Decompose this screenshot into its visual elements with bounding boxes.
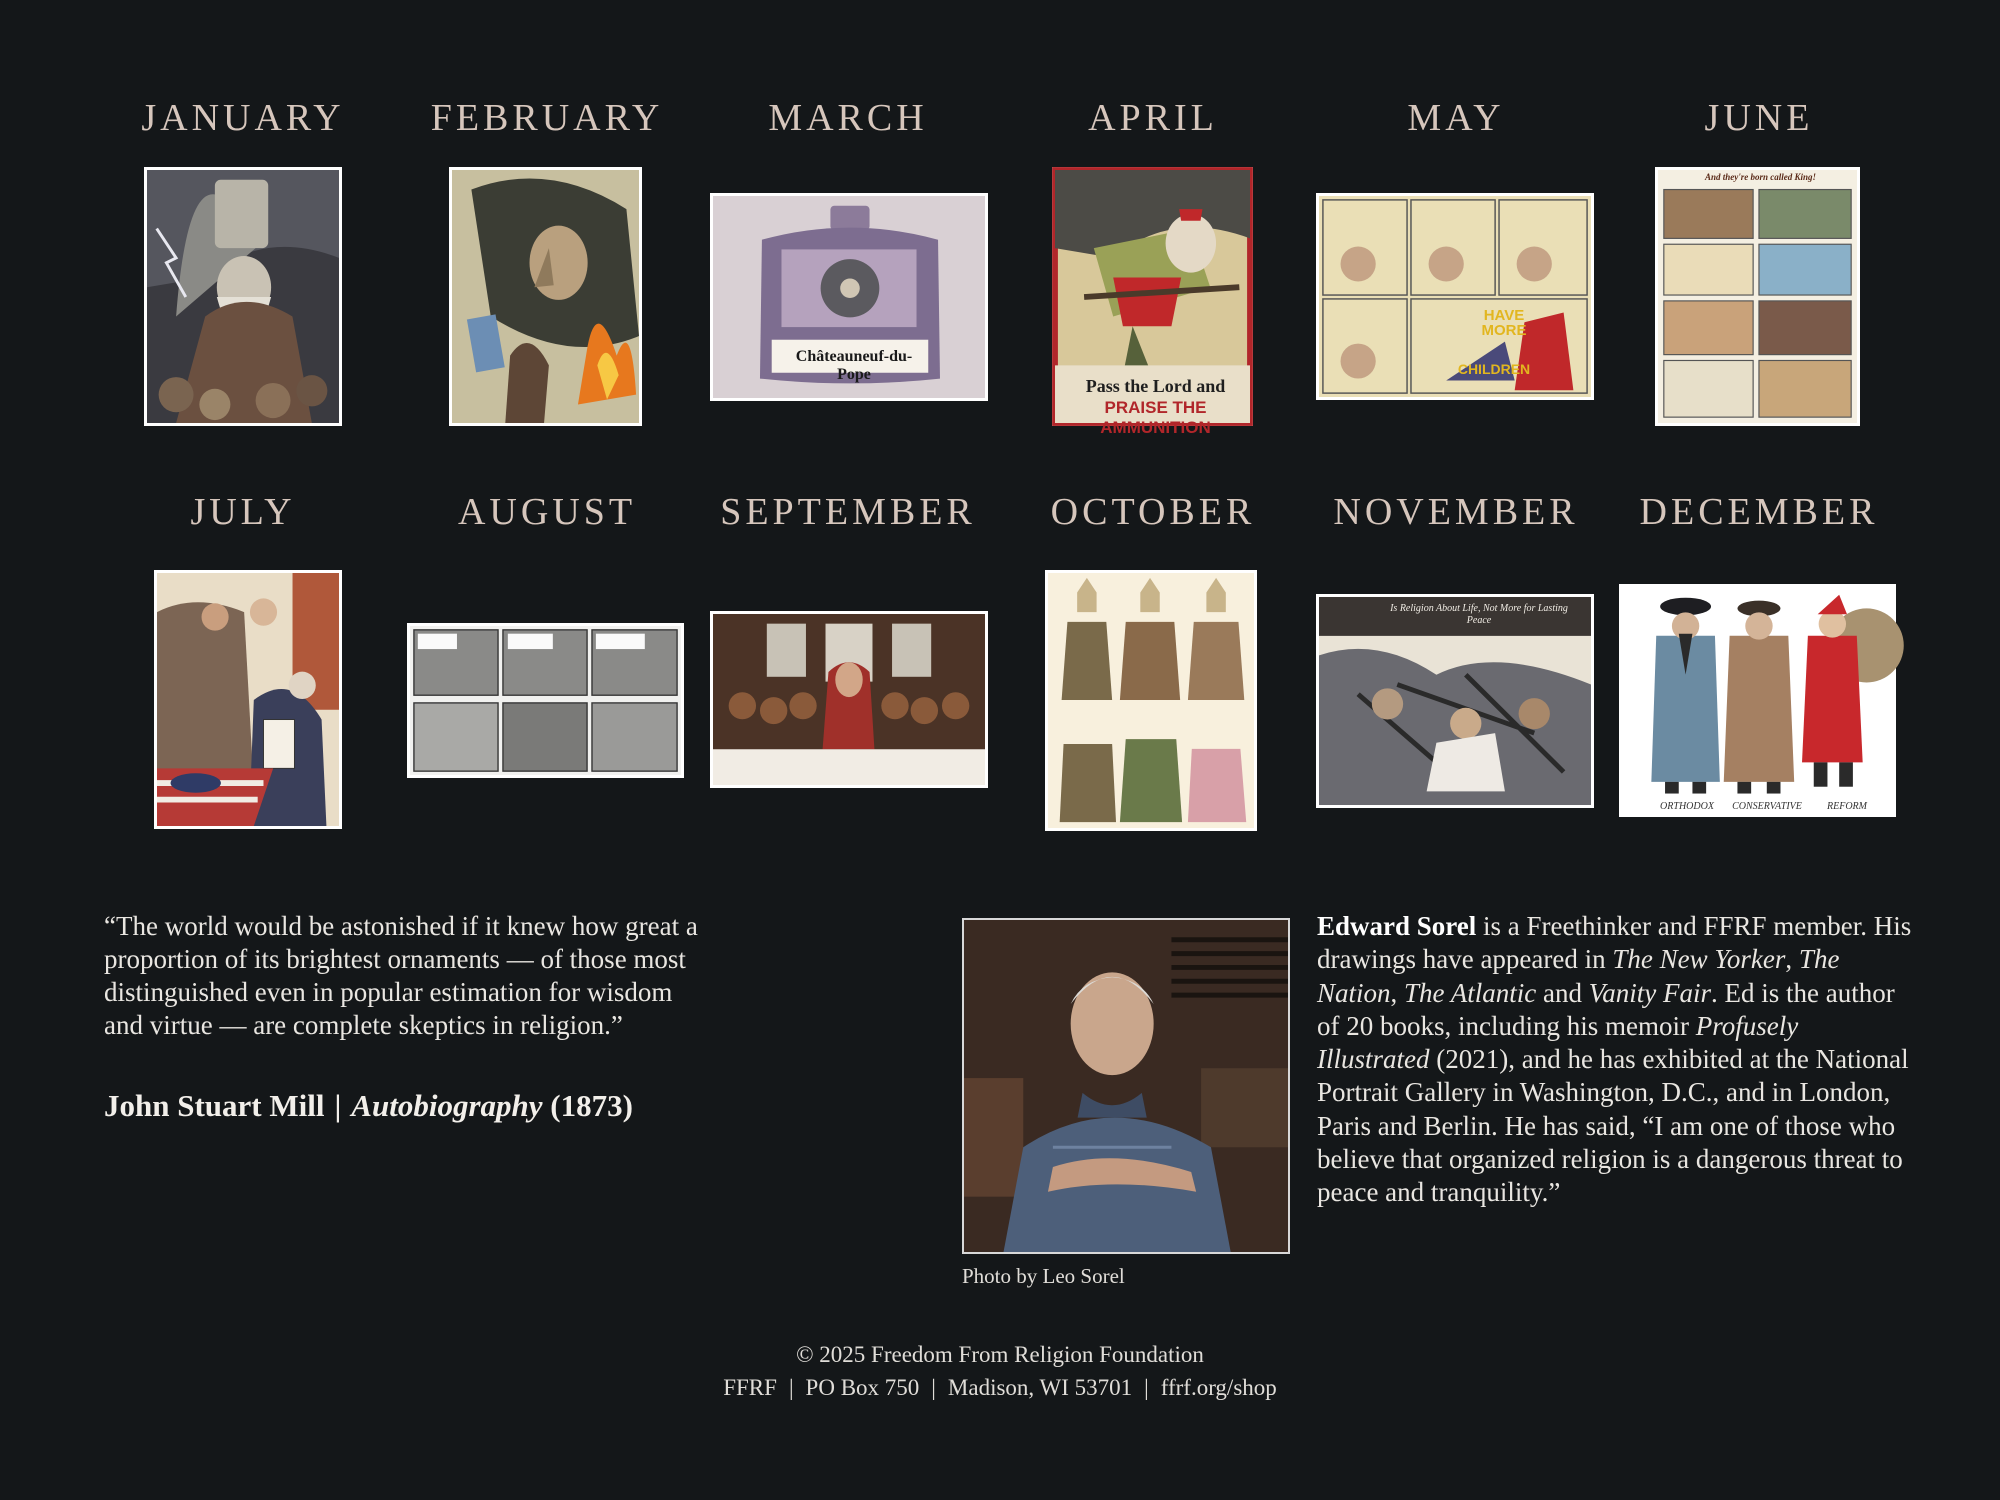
footer-separator: | (1144, 1375, 1149, 1400)
bio-text-2: , (1785, 944, 1799, 975)
comic-grid-cartoon-image (410, 626, 681, 775)
cartoon-thumbnail-october[interactable] (1045, 570, 1257, 831)
cartoon-thumbnail-august[interactable] (407, 623, 684, 778)
three-rabbis-cartoon-image (1622, 587, 1893, 814)
april-caption-line-1: Pass the Lord and (1085, 376, 1226, 396)
book-burning-cartoon-image (452, 170, 639, 423)
bio-text-1: is a Freethinker and FFRF member. His drawings have appeared in (1317, 911, 1912, 975)
month-label-may: MAY (1407, 97, 1505, 139)
bio-publication-new-yorker: The New Yorker (1612, 944, 1786, 975)
comic-strip-cartoon-image (1658, 170, 1857, 423)
cartoon-thumbnail-february[interactable] (449, 167, 642, 426)
artist-portrait-photo (962, 918, 1290, 1254)
cartoon-thumbnail-april[interactable] (1052, 167, 1253, 437)
last-supper-cartoon-image (713, 614, 985, 785)
religious-battle-cartoon-image (1319, 597, 1591, 805)
wine-label-text: Châteauneuf-du-Pope (795, 348, 913, 383)
month-label-march: MARCH (768, 97, 928, 139)
cartoon-thumbnail-december[interactable] (1619, 584, 1896, 817)
quote-year: (1873) (550, 1088, 633, 1123)
bio-text-4: and (1536, 977, 1589, 1008)
june-strip-title: And they're born called King! (1704, 172, 1816, 182)
footer-city: Madison, WI 53701 (947, 1375, 1133, 1400)
december-caption-conservative: CONSERVATIVE (1732, 801, 1802, 812)
bio-publication-atlantic: The Atlantic (1404, 977, 1537, 1008)
month-label-february: FEBRUARY (430, 97, 664, 139)
footer-copyright: © 2025 Freedom From Religion Foundation (796, 1342, 1204, 1367)
month-label-december: DECEMBER (1639, 491, 1879, 533)
footer-separator: | (931, 1375, 936, 1400)
cartoon-thumbnail-january[interactable] (144, 167, 342, 426)
attribution-separator: | (334, 1088, 342, 1123)
december-caption-reform: REFORM (1827, 801, 1867, 812)
may-bubble-text: HAVE MORE (1481, 307, 1527, 339)
uncle-sam-cartoon-image (157, 573, 339, 826)
month-label-september: SEPTEMBER (720, 491, 976, 533)
cartoon-thumbnail-march[interactable] (710, 193, 988, 401)
november-cartoon-title: Is Religion About Life, Not More for Lasting Peace (1390, 603, 1568, 626)
artist-name: Edward Sorel (1317, 911, 1477, 941)
footer-contact-line (0, 1375, 2000, 1401)
bio-text-5: . Ed is the author of 20 books, including his memoir (1317, 977, 1895, 1041)
bio-memoir-title: Profusely Illustrated (1317, 1010, 1799, 1075)
footer-shop-link[interactable]: ffrf.org/shop (1160, 1375, 1277, 1400)
month-label-october: OCTOBER (1050, 491, 1256, 533)
cartoon-thumbnail-november[interactable] (1316, 594, 1594, 808)
month-label-november: NOVEMBER (1333, 491, 1579, 533)
cartoon-thumbnail-july[interactable] (154, 570, 342, 829)
footer-separator: | (788, 1375, 794, 1400)
quote-attribution (104, 1088, 633, 1124)
cartoon-thumbnail-may[interactable] (1316, 193, 1594, 400)
month-label-june: JUNE (1704, 97, 1814, 139)
april-caption-line-2: PRAISE THE AMMUNITION (1100, 398, 1211, 437)
bishops-cartoon-image (1048, 573, 1254, 828)
may-bubble-text-2: CHILDREN (1457, 361, 1531, 377)
portrait-image (964, 920, 1288, 1252)
month-label-july: JULY (190, 491, 296, 533)
bio-publication-vanity-fair: Vanity Fair (1588, 977, 1711, 1008)
cartoon-thumbnail-june[interactable] (1655, 167, 1860, 426)
month-label-august: AUGUST (457, 491, 637, 533)
december-caption-orthodox: ORTHODOX (1660, 801, 1714, 812)
quote-author: John Stuart Mill (104, 1088, 325, 1123)
bio-text-3: , (1390, 977, 1405, 1008)
bio-publication-nation: The Nation (1317, 944, 1840, 1008)
month-label-april: APRIL (1088, 97, 1218, 139)
quote-work-title: Autobiography (351, 1088, 543, 1123)
moses-cartoon-image (147, 170, 339, 423)
cartoon-thumbnail-september[interactable] (710, 611, 988, 788)
footer-org: FFRF (723, 1375, 777, 1400)
mill-quote: “The world would be astonished if it knew how great a proportion of its brightest ornaments — of those most distinguished even in popular estimation for wisdom and virtue — are complete skeptics in religion.” (104, 911, 698, 1040)
artist-bio (1317, 910, 1917, 1210)
photo-credit: Photo by Leo Sorel (962, 1264, 1125, 1288)
bio-text-6: (2021), and he has exhibited at the National Portrait Gallery in Washington, D.C., and in London, Paris and Berlin. He has said, “I am one of those who believe that organized religion is a dangerous threat to peace and tranquility.” (1317, 1044, 1909, 1208)
footer-address: PO Box 750 (805, 1375, 920, 1400)
month-label-january: JANUARY (141, 97, 345, 139)
